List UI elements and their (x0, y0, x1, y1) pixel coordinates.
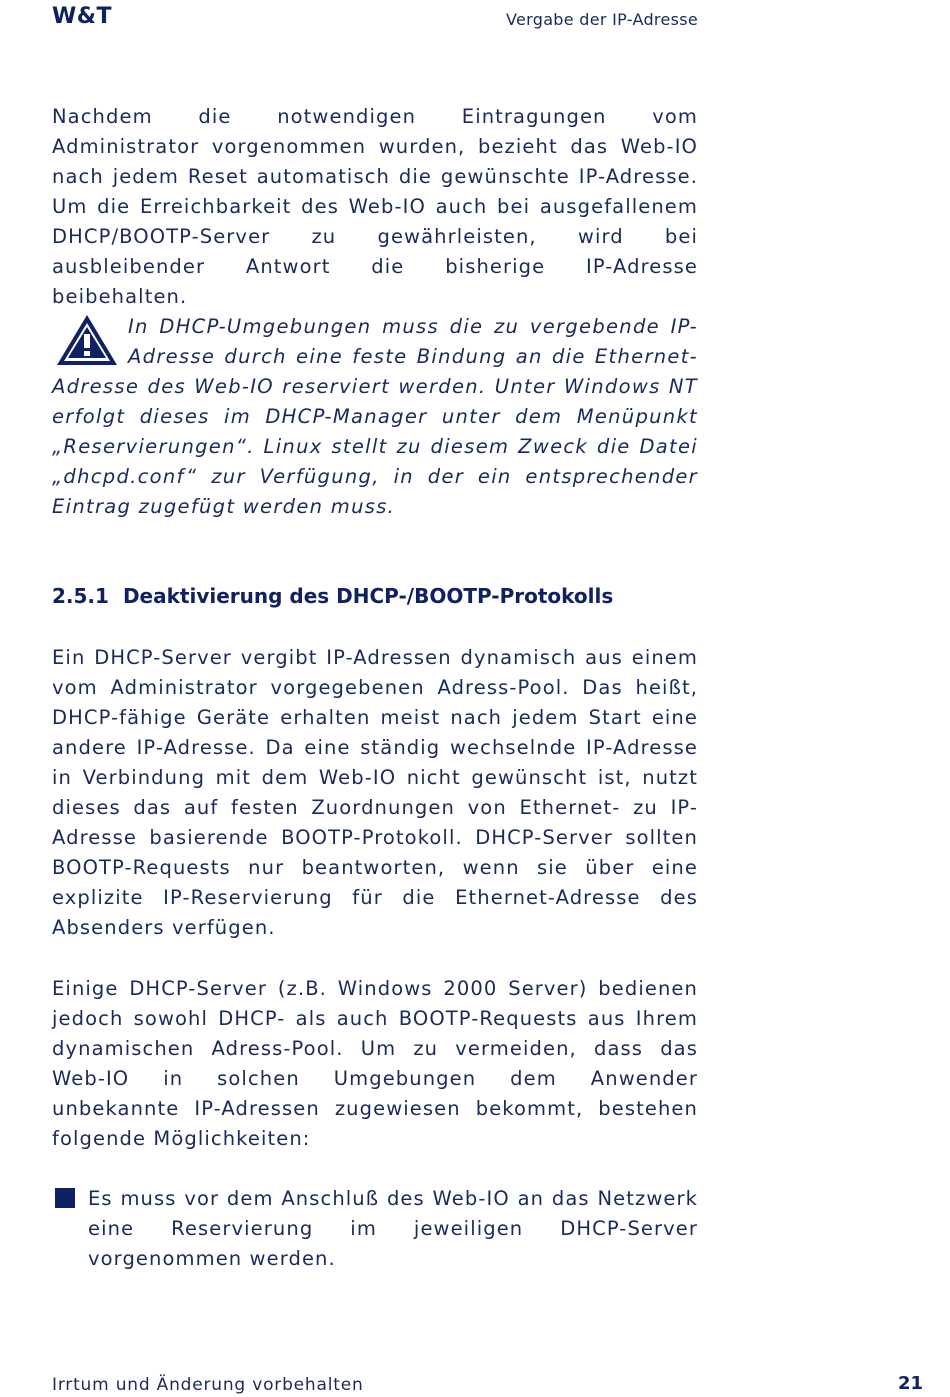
list-item-text: Es muss vor dem Anschluß des Web-IO an das Netzwerk eine Reservierung im jeweiligen DHCP-Server vorgenommen werden. (88, 1187, 698, 1270)
warning-triangle-icon (54, 312, 120, 368)
running-header-title: Vergabe der IP-Adresse (506, 10, 698, 29)
warning-text: In DHCP-Umgebungen muss die zu vergebende IP-Adresse durch eine feste Bindung an die Ethernet-Adresse des Web-IO reserviert werden. Unter Windows NT erfolgt dieses im DHCP-Manager unter dem Menüpunkt „Reservierungen“. Linux stellt zu diesem Zweck die Datei „dhcpd.conf“ zur Verfügung, in der ein entsprechender Eintrag zugefügt werden muss. (52, 315, 698, 518)
section-number: 2.5.1 (52, 584, 109, 608)
page-number: 21 (897, 1373, 923, 1394)
section-title: Deaktivierung des DHCP-/BOOTP-Protokolls (122, 584, 614, 608)
warning-note (52, 312, 698, 522)
company-logo: W&T (52, 4, 112, 29)
list-item (52, 1184, 698, 1274)
footer-note: Irrtum und Änderung vorbehalten (52, 1375, 364, 1395)
section-paragraph-1: Ein DHCP-Server vergibt IP-Adressen dynamisch aus einem vom Administrator vorgegebenen Adress-Pool. Das heißt, DHCP-fähige Geräte erhalten meist nach jedem Start eine andere IP-Adresse. Da eine ständig wechselnde IP-Adresse in Verbindung mit dem Web-IO nicht gewünscht ist, nutzt dieses das auf festen Zuordnungen von Ethernet- zu IP-Adresse basierende BOOTP-Protokoll. DHCP-Server sollten BOOTP-Requests nur beantworten, wenn sie über eine explizite IP-Reservierung für die Ethernet-Adresse des Absenders verfügen. (52, 646, 698, 939)
section-paragraph-2: Einige DHCP-Server (z.B. Windows 2000 Server) bedienen jedoch sowohl DHCP- als auch BOOTP-Requests aus Ihrem dynamischen Adress-Pool. Um zu vermeiden, dass das Web-IO in solchen Umgebungen dem Anwender unbekannte IP-Adressen zugewiesen bekommt, bestehen folgende Möglichkeiten: (52, 977, 698, 1150)
bullet-square-icon (55, 1188, 75, 1208)
intro-paragraph: Nachdem die notwendigen Eintragungen vom Administrator vorgenommen wurden, bezieht das Web-IO nach jedem Reset automatisch die gewünschte IP-Adresse. Um die Erreichbarkeit des Web-IO auch bei ausgefallenem DHCP/BOOTP-Server zu gewährleisten, wird bei ausbleibender Antwort die bisherige IP-Adresse beibehalten. (52, 105, 698, 308)
section-heading (52, 584, 613, 608)
